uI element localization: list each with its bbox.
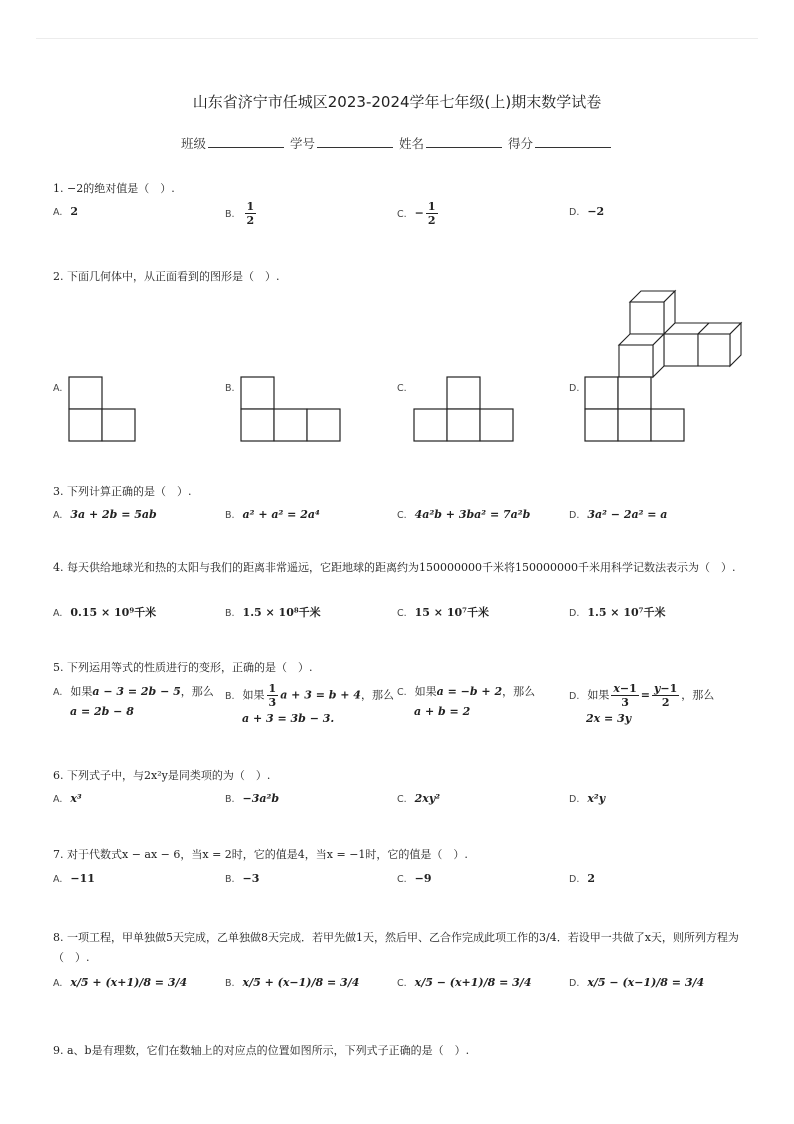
q6-option-c[interactable] (397, 792, 440, 805)
class-label: 班级 (180, 136, 206, 151)
q2-figure-d (584, 376, 688, 442)
option-label: B. (225, 208, 235, 220)
q8-option-c[interactable] (397, 976, 531, 989)
option-then: ，那么 (180, 685, 214, 698)
option-text: x/5 − (x−1)/8 = 3/4 (587, 976, 705, 989)
option-fraction: $\frac{1}{2}$ (427, 200, 436, 227)
q2-option-c[interactable] (397, 381, 415, 394)
option-label: A. (53, 794, 63, 805)
option-label: B. (225, 510, 235, 521)
option-label: B. (225, 690, 235, 702)
option-fraction: $\frac{1}{2}$ (246, 200, 255, 227)
question-8 (53, 928, 743, 968)
question-stem: 下列式子中，与2x²y是同类项的为（ ）. (67, 769, 271, 782)
name-label: 姓名 (398, 136, 424, 151)
option-if: 如果 (414, 685, 437, 698)
option-label: A. (53, 608, 63, 619)
q4-option-d[interactable] (569, 604, 665, 620)
q8-option-d[interactable] (569, 976, 704, 989)
option-then: ，那么 (502, 685, 536, 698)
question-stem: a、b是有理数，它们在数轴上的对应点的位置如图所示，下列式子正确的是（ ）. (67, 1044, 470, 1057)
option-text: x³ (70, 792, 82, 805)
option-text: −9 (414, 872, 432, 885)
option-text: 3a + 2b = 5ab (70, 508, 157, 521)
q7-option-c[interactable] (397, 872, 432, 885)
question-stem: 下列运用等式的性质进行的变形，正确的是（ ）. (67, 661, 313, 674)
question-9 (53, 1042, 469, 1058)
option-label: D. (569, 874, 580, 885)
option-text: −11 (70, 872, 95, 885)
q5-option-a[interactable] (53, 682, 214, 721)
q8-option-a[interactable] (53, 976, 187, 989)
option-fraction: $\frac{1}{3}$ (268, 682, 277, 709)
option-text: x²y (587, 792, 606, 805)
question-number: 2. (53, 270, 64, 283)
option-label: B. (225, 383, 235, 394)
option-label: D. (569, 690, 580, 702)
question-6 (53, 767, 270, 783)
question-stem: −2的绝对值是（ ）. (67, 182, 175, 195)
option-label: C. (397, 208, 407, 220)
question-number: 1. (53, 182, 64, 195)
page-title: 山东省济宁市任城区2023-2024学年七年级(上)期末数学试卷 (192, 93, 602, 111)
option-premise: a = −b + 2 (436, 685, 503, 698)
option-if: 如果 (242, 688, 265, 702)
question-number: 8. (53, 931, 64, 944)
option-text: −2 (587, 205, 605, 218)
option-label: A. (53, 687, 63, 698)
option-fraction: $\frac{x-1}{3}$ (613, 682, 637, 709)
option-premise: a − 3 = 2b − 5 (92, 685, 181, 698)
option-text: x/5 − (x+1)/8 = 3/4 (414, 976, 532, 989)
q3-option-b[interactable] (225, 508, 320, 521)
q8-option-b[interactable] (225, 976, 359, 989)
option-text: 1.5 × 10⁸千米 (242, 606, 321, 619)
option-label: A. (53, 383, 63, 394)
question-number: 4. (53, 561, 64, 574)
q5-option-d[interactable]: D. 如果 $\frac{x-1}{3}$ = $\frac{y-1}{2}$ ，那么 2x = 3y (569, 682, 715, 725)
option-label: D. (569, 383, 580, 394)
option-conclusion: a = 2b − 8 (70, 705, 134, 718)
option-if: 如果 (587, 688, 610, 702)
option-if: 如果 (70, 685, 93, 698)
q7-option-a[interactable] (53, 872, 95, 885)
option-text: x/5 + (x−1)/8 = 3/4 (242, 976, 360, 989)
option-label: C. (397, 687, 407, 698)
option-text: 3a² − 2a² = a (587, 508, 668, 521)
option-premise: a + 3 = b + 4 (280, 688, 361, 702)
option-label: C. (397, 874, 407, 885)
option-label: C. (397, 608, 407, 619)
q1-option-c[interactable]: C. − $\frac{1}{2}$ (397, 200, 436, 227)
question-stem: 下列计算正确的是（ ）. (67, 485, 192, 498)
option-text: 1.5 × 10⁷千米 (587, 606, 666, 619)
question-7 (53, 846, 468, 862)
option-label: B. (225, 608, 235, 619)
score-label: 得分 (507, 136, 533, 151)
question-stem: 对于代数式x − ax − 6，当x = 2时，它的值是4，当x = −1时，它的值是（ ）. (67, 848, 468, 861)
q7-option-b[interactable] (225, 872, 259, 885)
q4-option-b[interactable] (225, 604, 321, 620)
q4-option-c[interactable] (397, 604, 489, 620)
student-id-label: 学号 (289, 136, 315, 151)
option-label: C. (397, 794, 407, 805)
question-number: 3. (53, 485, 64, 498)
option-label: D. (569, 794, 580, 805)
question-4 (53, 558, 743, 578)
option-text: 4a²b + 3ba² = 7a²b (414, 508, 531, 521)
option-then: ，那么 (681, 688, 715, 702)
q3-option-c[interactable] (397, 508, 530, 521)
option-label: A. (53, 510, 63, 521)
question-stem: 一项工程，甲单独做5天完成，乙单独做8天完成．若甲先做1天，然后甲、乙合作完成此项工作的3/4．若设甲一共做了x天，则所列方程为（ ）. (53, 931, 739, 964)
option-label: C. (397, 978, 407, 989)
q6-option-b[interactable] (225, 792, 279, 805)
option-text: x/5 + (x+1)/8 = 3/4 (70, 976, 188, 989)
option-label: D. (569, 510, 580, 521)
q5-option-c[interactable] (397, 682, 535, 721)
question-stem: 每天供给地球光和热的太阳与我们的距离非常遥远，它距地球的距离约为150000000千米将150000000千米用科学记数法表示为（ ）. (67, 561, 736, 574)
q3-option-a[interactable] (53, 508, 157, 521)
option-label: A. (53, 874, 63, 885)
q3-option-d[interactable] (569, 508, 667, 521)
question-number: 7. (53, 848, 64, 861)
option-label: B. (225, 794, 235, 805)
option-text: −3a²b (242, 792, 280, 805)
option-label: A. (53, 207, 63, 218)
option-label: D. (569, 608, 580, 619)
q4-option-a[interactable] (53, 604, 156, 620)
option-label: C. (397, 383, 407, 394)
question-number: 9. (53, 1044, 64, 1057)
q2-figure-c (413, 376, 517, 442)
question-stem: 下面几何体中，从正面看到的图形是（ ）. (67, 270, 280, 283)
option-label: B. (225, 874, 235, 885)
q2-figure-b (240, 376, 344, 442)
option-text: 2xy² (414, 792, 441, 805)
option-label: D. (569, 978, 580, 989)
option-text: 2 (70, 205, 79, 218)
option-conclusion: a + 3 = 3b − 3. (242, 712, 335, 725)
question-number: 5. (53, 661, 64, 674)
option-fraction: $\frac{y-1}{2}$ (654, 682, 678, 709)
option-text: −3 (242, 872, 260, 885)
q6-option-d[interactable] (569, 792, 605, 805)
option-conclusion: a + b = 2 (414, 705, 471, 718)
option-conclusion: 2x = 3y (586, 712, 632, 725)
option-label: A. (53, 978, 63, 989)
option-text: a² + a² = 2a⁴ (242, 508, 320, 521)
option-text: 15 × 10⁷千米 (414, 606, 489, 619)
q5-option-b[interactable] (225, 682, 394, 728)
option-then: ，那么 (360, 688, 394, 702)
q7-option-d[interactable] (569, 872, 595, 885)
option-label: C. (397, 510, 407, 521)
option-text: 0.15 × 10⁹千米 (70, 606, 157, 619)
q6-option-a[interactable] (53, 792, 82, 805)
option-label: D. (569, 207, 580, 218)
option-text: 2 (587, 872, 595, 885)
question-number: 6. (53, 769, 64, 782)
question-3 (53, 483, 192, 499)
q2-figure-a (68, 376, 138, 442)
option-label: B. (225, 978, 235, 989)
question-5 (53, 659, 313, 675)
